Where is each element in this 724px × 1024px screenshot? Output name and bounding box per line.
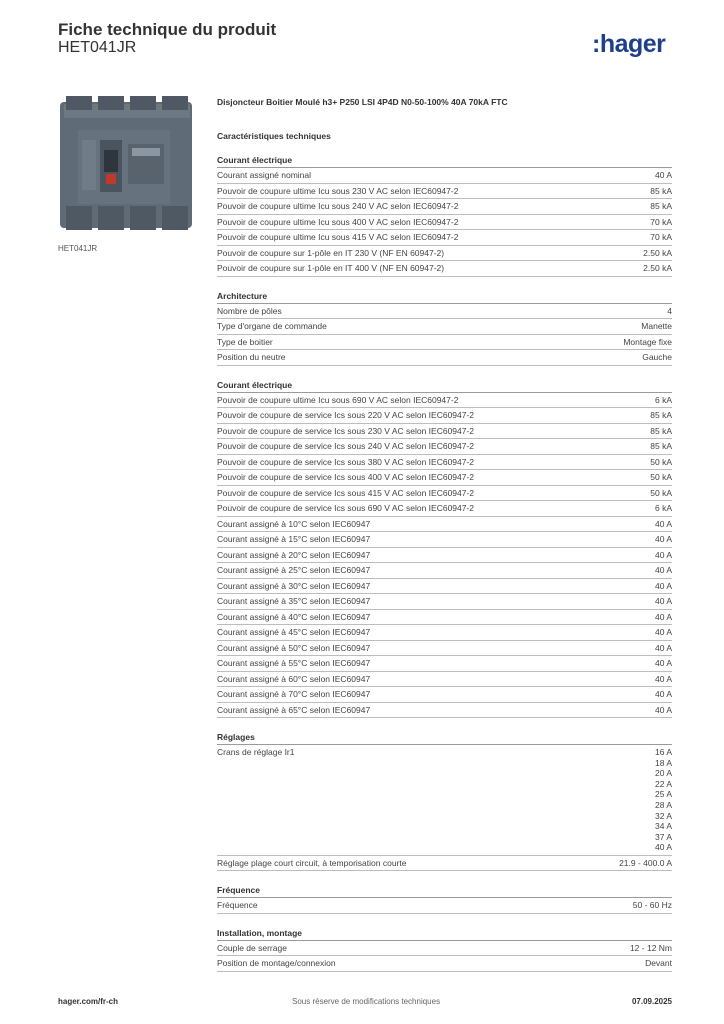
- spec-row: [217, 745, 672, 856]
- group-title: Fréquence: [217, 884, 672, 898]
- spec-row: [217, 230, 672, 246]
- spec-value: 40 A: [654, 689, 672, 699]
- spec-row: [217, 703, 672, 719]
- spec-label: Courant assigné à 25°C selon IEC60947: [217, 565, 371, 575]
- spec-row: [217, 656, 672, 672]
- spec-value-list: [655, 745, 672, 855]
- footer-disclaimer: Sous réserve de modifications techniques: [292, 997, 441, 1006]
- spec-label: Pouvoir de coupure ultime Icu sous 240 V AC selon IEC60947-2: [217, 201, 459, 211]
- spec-value: 25 A: [654, 789, 672, 800]
- spec-value: 85 kA: [650, 441, 672, 451]
- spec-value: 85 kA: [650, 185, 672, 196]
- spec-row: [217, 898, 672, 914]
- spec-value: 40 A: [654, 611, 672, 622]
- hager-logo[interactable]: :hager: [592, 30, 666, 58]
- spec-value: Manette: [641, 321, 672, 331]
- product-image: [58, 94, 198, 234]
- breaker-drawing: [58, 94, 198, 234]
- footer-date: 07.09.2025: [631, 997, 672, 1006]
- spec-value: 40 A: [654, 534, 672, 544]
- spec-label: Pouvoir de coupure de service Ics sous 690 V AC selon IEC60947-2: [217, 503, 475, 513]
- spec-label: Courant assigné à 55°C selon IEC60947: [217, 658, 371, 668]
- spec-label: Courant assigné à 40°C selon IEC60947: [217, 611, 371, 622]
- spec-row: [217, 424, 672, 440]
- spec-content: [217, 96, 672, 972]
- spec-value: 40 A: [654, 580, 672, 591]
- product-title: Disjoncteur Boitier Moulé h3+ P250 LSI 4P4D N0-50-100% 40A 70kA FTC: [217, 97, 508, 107]
- spec-label: Pouvoir de coupure sur 1-pôle en IT 230 V (NF EN 60947-2): [217, 247, 445, 258]
- footer-url[interactable]: hager.com/fr-ch: [58, 997, 119, 1006]
- spec-value: 16 A: [654, 747, 672, 757]
- spec-value: 40 A: [654, 549, 672, 560]
- spec-row: [217, 393, 672, 409]
- spec-label: Pouvoir de coupure de service Ics sous 400 V AC selon IEC60947-2: [217, 472, 475, 482]
- spec-label: Crans de réglage Ir1: [217, 747, 295, 757]
- spec-value: 4: [667, 305, 672, 316]
- spec-value: 50 kA: [650, 487, 672, 498]
- spec-value: 50 kA: [650, 456, 672, 467]
- spec-row: [217, 856, 672, 872]
- spec-row: [217, 335, 672, 351]
- spec-row: [217, 501, 672, 517]
- spec-value: 34 A: [654, 821, 672, 832]
- spec-value: 6 kA: [654, 503, 672, 513]
- spec-value: 37 A: [654, 831, 672, 842]
- spec-value: 6 kA: [654, 394, 672, 405]
- spec-label: Courant assigné à 60°C selon IEC60947: [217, 673, 371, 684]
- spec-row: [217, 532, 672, 548]
- spec-value: 20 A: [654, 768, 672, 779]
- spec-value: 2.50 kA: [643, 247, 672, 258]
- spec-row: [217, 168, 672, 184]
- group-title: Réglages: [217, 731, 672, 745]
- spec-label: Courant assigné à 10°C selon IEC60947: [217, 518, 371, 529]
- spec-groups: [217, 154, 672, 972]
- spec-label: Couple de serrage: [217, 942, 287, 953]
- spec-row: [217, 246, 672, 262]
- spec-value: 40 A: [654, 704, 672, 715]
- spec-value: 40 A: [654, 627, 672, 637]
- spec-value: 40 A: [654, 673, 672, 684]
- spec-row: [217, 625, 672, 641]
- spec-value: 32 A: [654, 810, 672, 821]
- spec-label: Position de montage/connexion: [217, 958, 336, 969]
- spec-label: Courant assigné à 35°C selon IEC60947: [217, 596, 371, 606]
- group-title: Courant électrique: [217, 379, 672, 393]
- spec-label: Pouvoir de coupure de service Ics sous 240 V AC selon IEC60947-2: [217, 441, 475, 451]
- image-caption: HET041JR: [58, 244, 98, 253]
- spec-label: Pouvoir de coupure de service Ics sous 230 V AC selon IEC60947-2: [217, 425, 475, 436]
- spec-row: [217, 672, 672, 688]
- spec-value: 85 kA: [650, 425, 672, 436]
- spec-value: Devant: [645, 958, 672, 969]
- spec-row: [217, 641, 672, 657]
- spec-label: Réglage plage court circuit, à temporisation courte: [217, 857, 407, 868]
- spec-value: 40 A: [654, 170, 672, 180]
- spec-row: [217, 470, 672, 486]
- group-title: Installation, montage: [217, 927, 672, 941]
- spec-value: 2.50 kA: [643, 263, 672, 273]
- spec-label: Type de boitier: [217, 336, 273, 347]
- spec-value: 50 kA: [650, 472, 672, 482]
- spec-row: [217, 408, 672, 424]
- spec-value: Gauche: [642, 352, 672, 362]
- spec-value: 40 A: [654, 565, 672, 575]
- spec-label: Courant assigné à 65°C selon IEC60947: [217, 704, 371, 715]
- spec-value: 40 A: [654, 642, 672, 653]
- spec-value: 21.9 - 400.0 A: [619, 857, 672, 868]
- spec-label: Courant assigné à 45°C selon IEC60947: [217, 627, 371, 637]
- spec-label: Pouvoir de coupure ultime Icu sous 690 V AC selon IEC60947-2: [217, 394, 459, 405]
- section-title: Caractéristiques techniques: [217, 131, 331, 141]
- spec-value: 40 A: [654, 596, 672, 606]
- spec-value: 28 A: [654, 799, 672, 810]
- spec-label: Type d'organe de commande: [217, 321, 327, 331]
- spec-value: 70 kA: [650, 216, 672, 227]
- spec-row: [217, 687, 672, 703]
- spec-label: Courant assigné à 30°C selon IEC60947: [217, 580, 371, 591]
- spec-value: 40 A: [654, 842, 672, 853]
- spec-label: Pouvoir de coupure ultime Icu sous 415 V AC selon IEC60947-2: [217, 232, 459, 242]
- spec-value: Montage fixe: [623, 336, 672, 347]
- spec-row: [217, 261, 672, 277]
- page-title: Fiche technique du produit: [58, 20, 277, 39]
- spec-value: 85 kA: [650, 201, 672, 211]
- spec-value: 18 A: [654, 757, 672, 768]
- product-reference: HET041JR: [58, 39, 137, 56]
- spec-row: [217, 594, 672, 610]
- spec-value: 85 kA: [650, 410, 672, 420]
- spec-value: 12 - 12 Nm: [629, 942, 672, 953]
- spec-row: [217, 439, 672, 455]
- group-title: Courant électrique: [217, 154, 672, 168]
- spec-row: [217, 956, 672, 972]
- spec-row: [217, 548, 672, 564]
- spec-value: 40 A: [654, 658, 672, 668]
- spec-label: Pouvoir de coupure ultime Icu sous 400 V AC selon IEC60947-2: [217, 216, 459, 227]
- spec-row: [217, 610, 672, 626]
- spec-value: 50 - 60 Hz: [632, 900, 672, 911]
- spec-label: Pouvoir de coupure de service Ics sous 415 V AC selon IEC60947-2: [217, 487, 475, 498]
- spec-value: 40 A: [654, 518, 672, 529]
- spec-row: [217, 517, 672, 533]
- spec-label: Pouvoir de coupure ultime Icu sous 230 V AC selon IEC60947-2: [217, 185, 459, 196]
- spec-row: [217, 486, 672, 502]
- spec-row: [217, 455, 672, 471]
- spec-label: Courant assigné à 70°C selon IEC60947: [217, 689, 371, 699]
- spec-row: [217, 319, 672, 335]
- spec-label: Pouvoir de coupure sur 1-pôle en IT 400 V (NF EN 60947-2): [217, 263, 445, 273]
- spec-row: [217, 215, 672, 231]
- spec-row: [217, 350, 672, 366]
- group-title: Architecture: [217, 290, 672, 304]
- spec-label: Pouvoir de coupure de service Ics sous 220 V AC selon IEC60947-2: [217, 410, 475, 420]
- spec-label: Courant assigné à 15°C selon IEC60947: [217, 534, 371, 544]
- spec-value: 70 kA: [650, 232, 672, 242]
- spec-label: Courant assigné à 20°C selon IEC60947: [217, 549, 371, 560]
- spec-value: 22 A: [654, 778, 672, 789]
- spec-row: [217, 579, 672, 595]
- spec-label: Nombre de pôles: [217, 305, 282, 316]
- spec-label: Fréquence: [217, 900, 258, 911]
- spec-row: [217, 941, 672, 957]
- spec-label: Pouvoir de coupure de service Ics sous 380 V AC selon IEC60947-2: [217, 456, 475, 467]
- spec-row: [217, 304, 672, 320]
- spec-label: Courant assigné à 50°C selon IEC60947: [217, 642, 371, 653]
- spec-label: Position du neutre: [217, 352, 286, 362]
- spec-label: Courant assigné nominal: [217, 170, 312, 180]
- spec-row: [217, 199, 672, 215]
- spec-row: [217, 563, 672, 579]
- spec-row: [217, 184, 672, 200]
